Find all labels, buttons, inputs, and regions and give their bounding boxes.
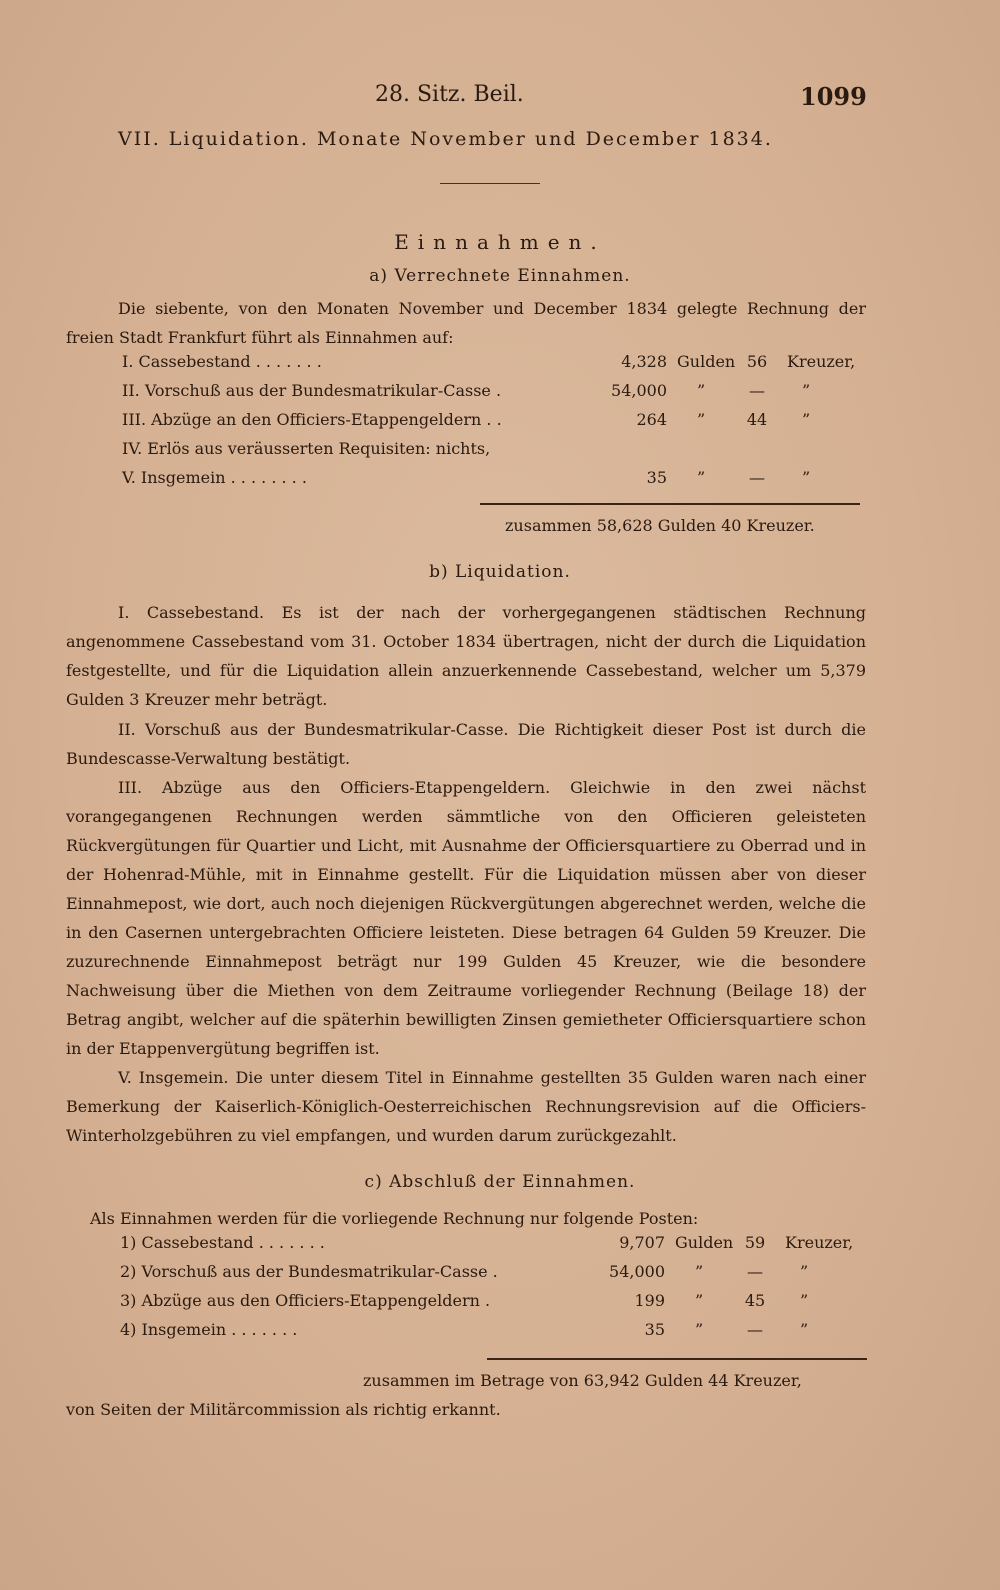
list-item xyxy=(120,1233,860,1261)
item-amount: 35 xyxy=(646,468,667,487)
item-label: IV. Erlös aus veräusserten Requisiten: nichts, xyxy=(122,439,491,458)
item-unit: ” xyxy=(697,381,706,400)
section-a-total: zusammen 58,628 Gulden 40 Kreuzer. xyxy=(505,516,815,535)
page-number: 1099 xyxy=(800,82,867,111)
item-amount: 4,328 xyxy=(621,352,667,371)
section-c-heading: c) Abschluß der Einnahmen. xyxy=(364,1172,636,1192)
list-item xyxy=(122,381,862,409)
section-a-intro: Die siebente, von den Monaten November und December 1834 gelegte Rechnung der freien Stadt Frankfurt führt als Einnahmen auf: xyxy=(66,299,866,347)
liquidation-paragraph: III. Abzüge aus den Officiers-Etappengeldern. Gleichwie in den zwei nächst vorangegangenen Rechnungen werden sämmtliche von den Officieren geleisteten Rückvergütungen für Quartier und Licht, mit Ausnahme der Officiersquartiere zu Oberrad und in der Hohenrad-Mühle, mit in Einnahme gestellt. Für die Liquidation müssen aber von dieser Einnahmepost, wie dort, auch noch diejenigen Rückvergütungen abgerechnet werden, welche die in den Casernen untergebrachten Officiere leisteten. Diese betragen 64 Gulden 59 Kreuzer. Die zuzurechnende Einnahmepost beträgt nur 199 Gulden 45 Kreuzer, wie die besondere Nachweisung über die Miethen von dem Zeitraume vorliegender Rechnung (Beilage 18) der Betrag angibt, welcher auf die späterhin bewilligten Zinsen gemietheter Officiersquartiere schon in der Etappenvergütung begriffen ist. xyxy=(66,778,866,1058)
item-label: 4) Insgemein . . . . . . . xyxy=(120,1320,298,1339)
item-kreuzer-unit: ” xyxy=(800,1291,809,1310)
section-title: VII. Liquidation. Monate November und December 1834. xyxy=(118,128,773,150)
item-amount: 54,000 xyxy=(609,1262,665,1281)
item-amount: 35 xyxy=(644,1320,665,1339)
item-amount: 264 xyxy=(636,410,667,429)
list-item xyxy=(120,1262,860,1290)
section-c-intro: Als Einnahmen werden für die vorliegende Rechnung nur folgende Posten: xyxy=(90,1209,699,1228)
item-label: III. Abzüge an den Officiers-Etappengeldern . . xyxy=(122,410,502,429)
liquidation-paragraph: II. Vorschuß aus der Bundesmatrikular-Casse. Die Richtigkeit dieser Post ist durch die Bundescasse-Verwaltung bestätigt. xyxy=(66,720,866,768)
list-item xyxy=(122,410,862,438)
list-item xyxy=(120,1320,860,1348)
item-label: 2) Vorschuß aus der Bundesmatrikular-Casse . xyxy=(120,1262,498,1281)
item-unit: ” xyxy=(695,1262,704,1281)
item-kreuzer-unit: ” xyxy=(802,381,811,400)
item-kreuzer: 44 xyxy=(746,410,768,429)
liquidation-paragraph: I. Cassebestand. Es ist der nach der vorhergegangenen städtischen Rechnung angenommene Cassebestand vom 31. October 1834 übertragen, nicht der durch die Liquidation festgestellte, und für die Liquidation allein anzuerkennende Cassebestand, welcher um 5,379 Gulden 3 Kreuzer mehr beträgt. xyxy=(66,603,866,709)
closing-line: von Seiten der Militärcommission als richtig erkannt. xyxy=(66,1400,501,1419)
item-kreuzer-unit: ” xyxy=(800,1262,809,1281)
item-kreuzer-unit: Kreuzer, xyxy=(785,1233,854,1252)
item-amount: 54,000 xyxy=(611,381,667,400)
item-kreuzer: 59 xyxy=(744,1233,766,1252)
item-unit: Gulden xyxy=(677,352,736,371)
item-amount: 9,707 xyxy=(619,1233,665,1252)
item-kreuzer: 56 xyxy=(746,352,768,371)
item-kreuzer: 45 xyxy=(744,1291,766,1310)
sum-rule xyxy=(480,503,860,505)
list-item xyxy=(122,439,862,467)
item-unit: ” xyxy=(695,1291,704,1310)
item-label: II. Vorschuß aus der Bundesmatrikular-Casse . xyxy=(122,381,502,400)
item-unit: ” xyxy=(697,468,706,487)
item-kreuzer-unit: ” xyxy=(802,468,811,487)
item-kreuzer: — xyxy=(747,1262,763,1281)
item-kreuzer: — xyxy=(747,1320,763,1339)
page-header xyxy=(0,82,1000,122)
item-kreuzer-unit: ” xyxy=(800,1320,809,1339)
item-unit: ” xyxy=(697,410,706,429)
item-kreuzer: — xyxy=(749,381,765,400)
running-head: 28. Sitz. Beil. xyxy=(375,82,524,107)
item-label: 1) Cassebestand . . . . . . . xyxy=(120,1233,325,1252)
list-item xyxy=(120,1291,860,1319)
list-item xyxy=(122,468,862,496)
section-b-heading: b) Liquidation. xyxy=(429,562,571,582)
item-kreuzer: — xyxy=(749,468,765,487)
section-a-heading: a) Verrechnete Einnahmen. xyxy=(369,266,631,286)
liquidation-paragraph: V. Insgemein. Die unter diesem Titel in Einnahme gestellten 35 Gulden waren nach einer Bemerkung der Kaiserlich-Königlich-Oesterreichischen Rechnungsrevision auf die Officiers-Winterholzgebühren zu viel empfangen, und wurden darum zurückgezahlt. xyxy=(66,1068,866,1145)
title-rule xyxy=(440,183,540,184)
einnahmen-heading: Einnahmen. xyxy=(394,230,606,254)
section-c-total: zusammen im Betrage von 63,942 Gulden 44 Kreuzer, xyxy=(363,1371,802,1390)
item-label: I. Cassebestand . . . . . . . xyxy=(122,352,322,371)
item-label: V. Insgemein . . . . . . . . xyxy=(122,468,307,487)
item-label: 3) Abzüge aus den Officiers-Etappengeldern . xyxy=(120,1291,491,1310)
item-kreuzer-unit: Kreuzer, xyxy=(787,352,856,371)
item-kreuzer-unit: ” xyxy=(802,410,811,429)
list-item xyxy=(122,352,862,380)
item-unit: Gulden xyxy=(675,1233,734,1252)
item-amount: 199 xyxy=(634,1291,665,1310)
sum-rule xyxy=(487,1358,867,1360)
item-unit: ” xyxy=(695,1320,704,1339)
